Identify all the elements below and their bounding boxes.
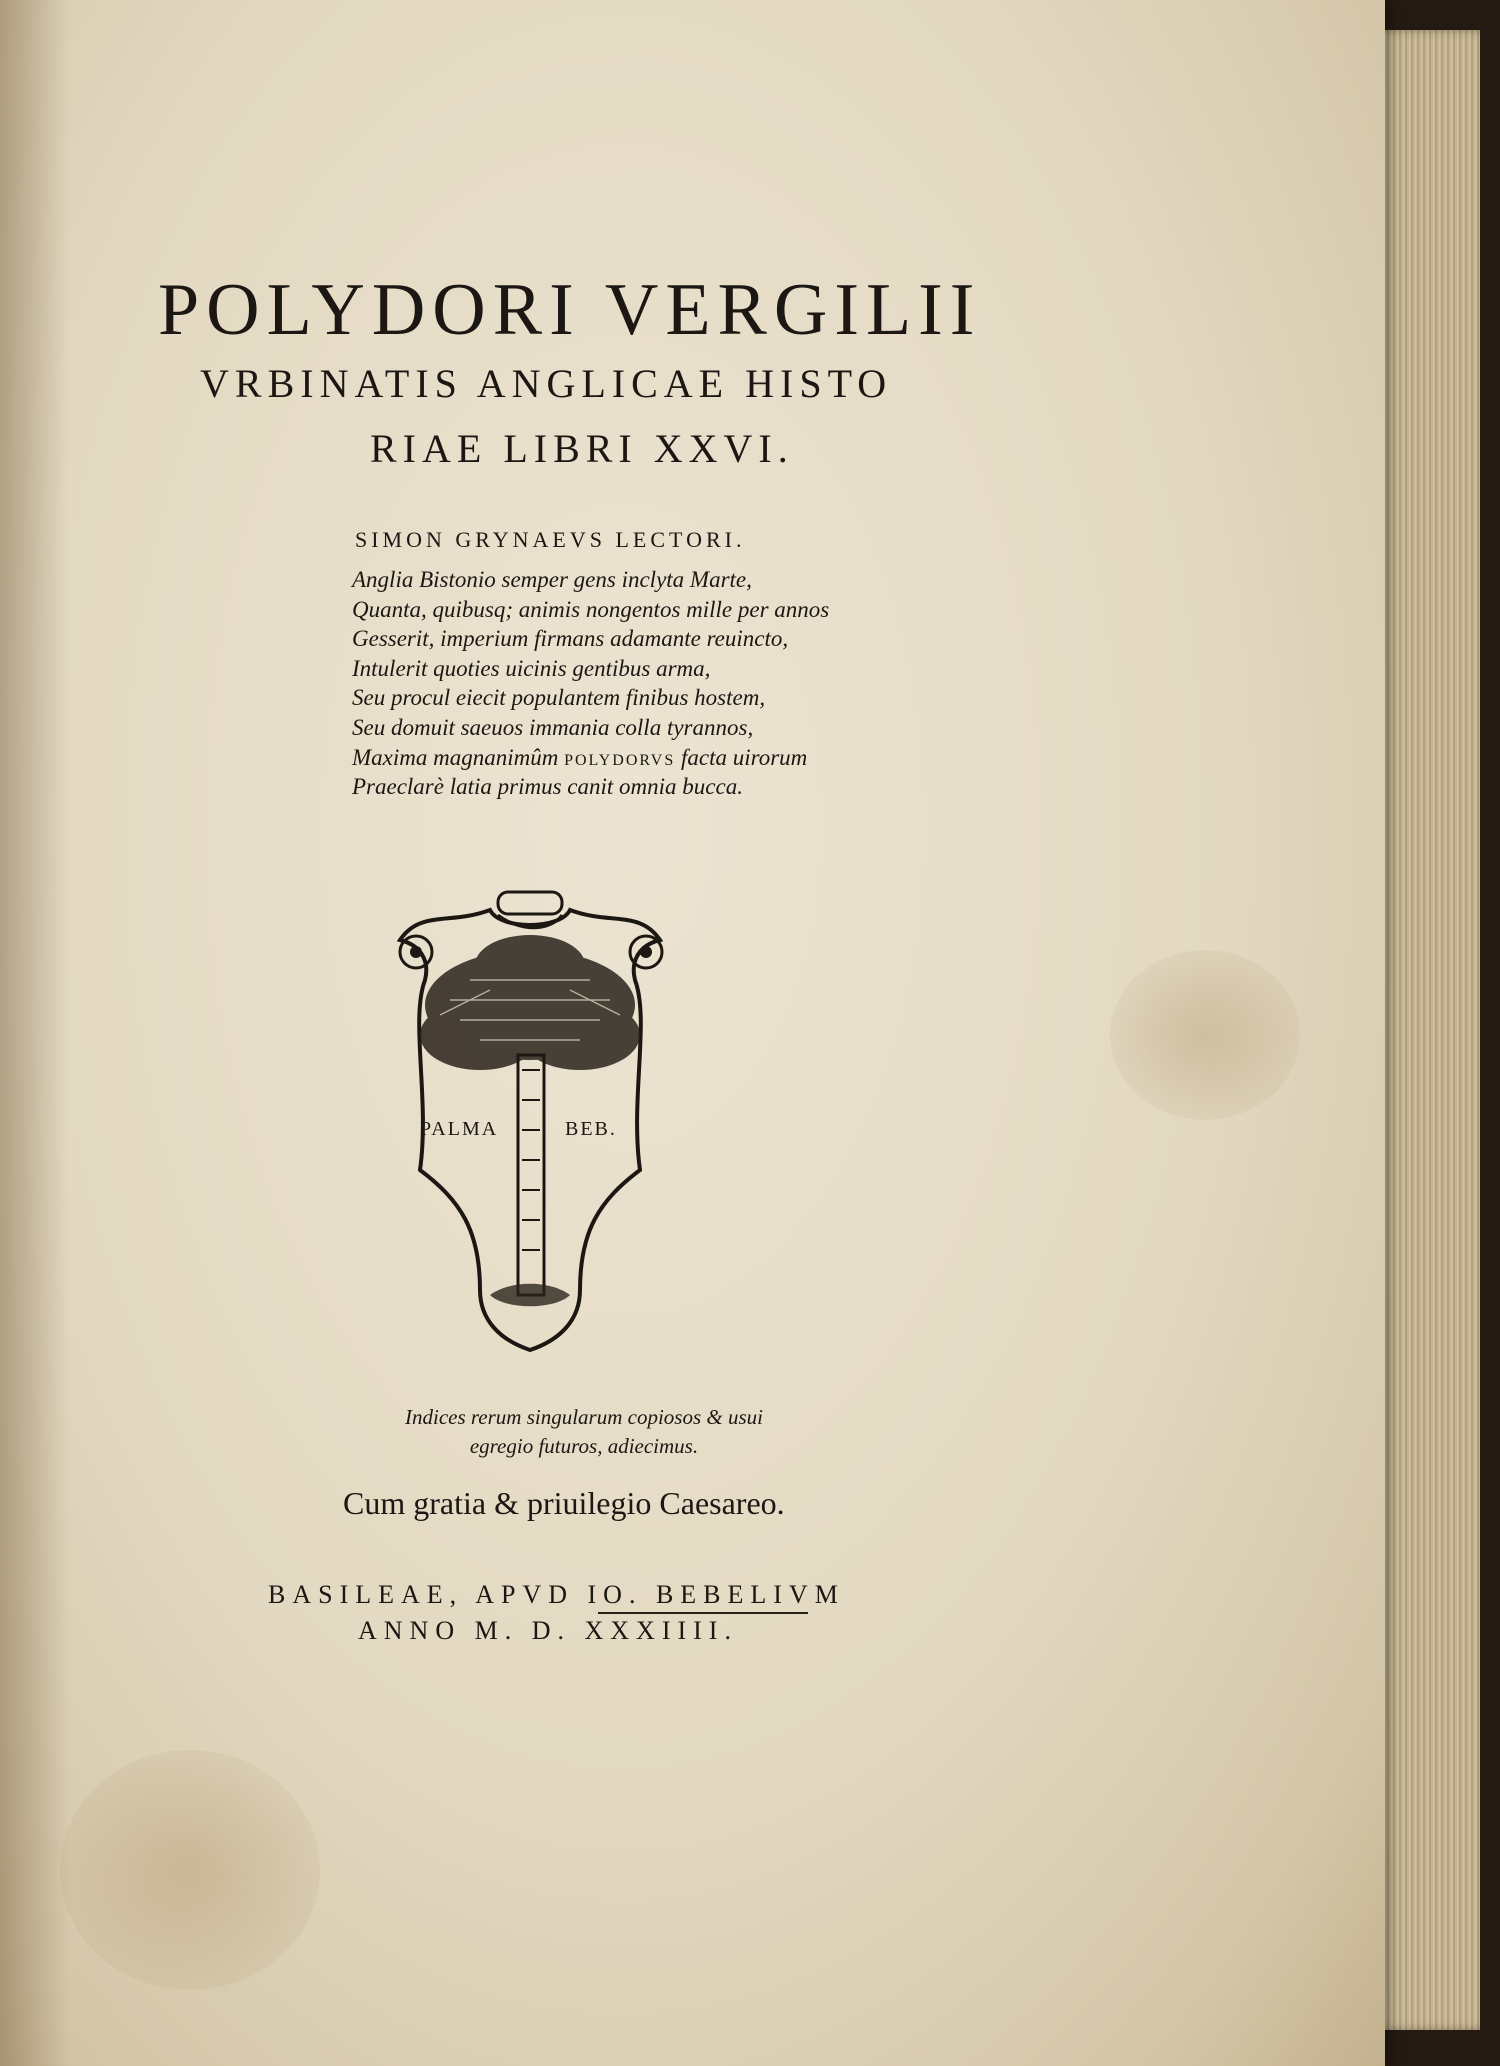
water-stain — [1110, 950, 1300, 1120]
device-label-right: BEB. — [565, 1118, 617, 1140]
poem-line: Praeclarè latia primus canit omnia bucca. — [352, 774, 743, 800]
poem-line: Seu procul eiecit populantem finibus hostem, — [352, 685, 766, 711]
imprint-line-1: BASILEAE, APVD IO. BEBELIVM — [268, 1580, 845, 1609]
privilege-line: Cum gratia & priuilegio Caesareo. — [343, 1485, 785, 1521]
notice-line-2: egregio futuros, adiecimus. — [469, 1434, 699, 1458]
poem-line: Seu domuit saeuos immania colla tyrannos, — [352, 714, 754, 740]
spine-shadow — [0, 0, 70, 2066]
device-label-left: PALMA — [420, 1118, 499, 1140]
palm-trunk — [518, 1055, 544, 1295]
title-line-2: VRBINATIS ANGLICAE HISTO — [200, 361, 893, 406]
poem-line: Intulerit quoties uicinis gentibus arma, — [352, 655, 711, 681]
poem-line-7-start: Maxima magnanimûm — [352, 744, 559, 770]
poem-line: Quanta, quibusq; animis nongentos mille per annos — [352, 596, 830, 622]
imprint-line-2: ANNO M. D. XXXIIII. — [358, 1616, 738, 1645]
poem-line — [352, 743, 829, 773]
poem-line-7-end: facta uirorum — [680, 744, 808, 770]
imprint-rule — [598, 1612, 808, 1614]
poem-line: Anglia Bistonio semper gens inclyta Marte, — [352, 567, 752, 592]
title-line-1: POLYDORI VERGILII — [158, 269, 982, 351]
palm-foliage — [420, 935, 640, 1070]
title-line-3: RIAE LIBRI XXVI. — [370, 426, 794, 471]
author-name: POLYDORVS — [564, 751, 676, 769]
poem — [352, 565, 829, 802]
poem-line: Gesserit, imperium firmans adamante reuincto, — [352, 626, 789, 652]
water-stain — [60, 1750, 320, 1990]
printer-device-woodcut — [380, 870, 740, 1370]
index-notice — [405, 1403, 763, 1461]
poem-heading: SIMON GRYNAEVS LECTORI. — [355, 527, 746, 552]
notice-line-1: Indices rerum singularum copiosos & usui — [405, 1405, 763, 1429]
